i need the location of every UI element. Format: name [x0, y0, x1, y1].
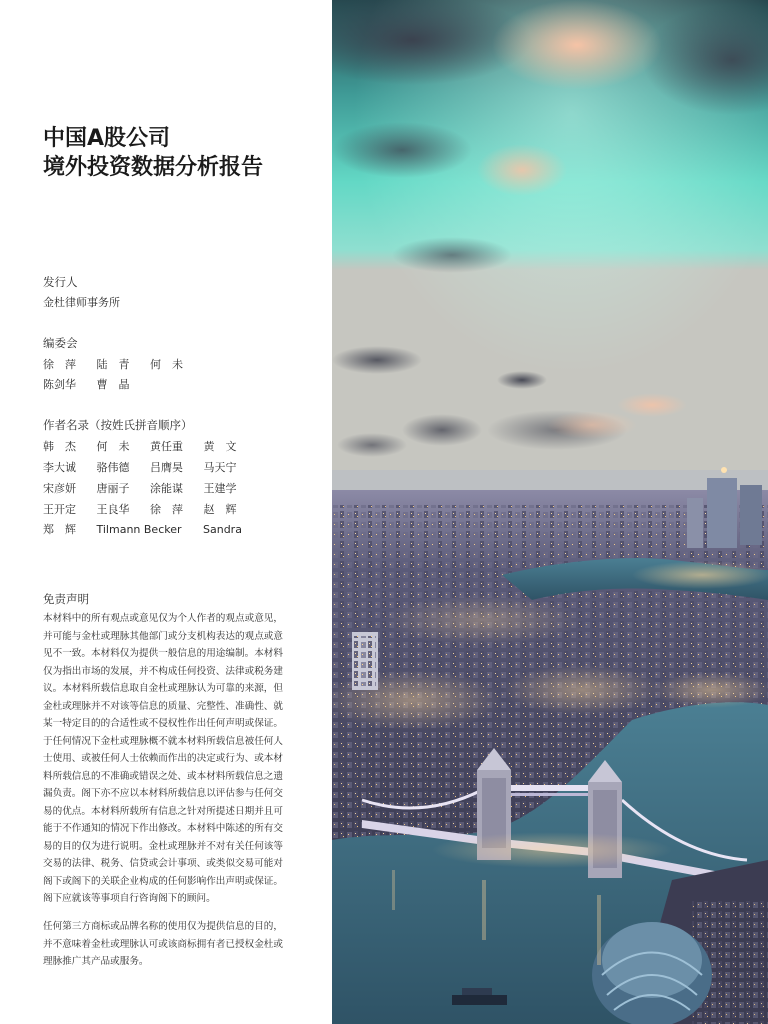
title-line-2: 境外投资数据分析报告: [43, 155, 264, 180]
author-name: 唐丽子: [96, 482, 130, 495]
disclaimer-label: 免责声明: [43, 592, 89, 606]
author-row: [43, 503, 237, 517]
author-name: 徐 萍: [150, 503, 183, 516]
author-name: 何 未: [96, 440, 130, 453]
editor-name: 曹 晶: [96, 378, 130, 391]
author-name: 马天宁: [203, 461, 237, 474]
text-column: [0, 0, 332, 1024]
author-row: [43, 523, 242, 537]
disclaimer-paragraph-2: 任何第三方商标或品牌名称的使用仅为提供信息的目的，并不意味着金杜或理脉认可或该商标拥有者已授权金杜或理脉推广其产品或服务。: [43, 921, 283, 967]
report-title: [43, 124, 263, 182]
publisher-label: 发行人: [43, 275, 78, 289]
cover-photo-london: [332, 0, 768, 1024]
author-name: 李大诚: [43, 461, 76, 474]
author-name: Tilmann Becker: [96, 523, 182, 536]
editorial-row: [43, 378, 130, 392]
author-name: 王良华: [96, 503, 130, 516]
editorial-row: [43, 358, 183, 372]
editorial-label: 编委会: [43, 336, 78, 350]
authors-label: 作者名录（按姓氏拼音顺序）: [43, 418, 193, 432]
title-line-1: 中国A股公司: [43, 126, 171, 151]
editor-name: 何 未: [150, 358, 183, 371]
author-name: 郑 辉: [43, 523, 76, 536]
publisher-name: 金杜律师事务所: [43, 296, 120, 309]
author-name: Sandra: [203, 523, 242, 536]
editor-name: 陆 青: [96, 358, 130, 371]
author-name: 吕膺昊: [150, 461, 183, 474]
disclaimer-paragraph-1: 本材料中的所有观点或意见仅为个人作者的观点或意见，并可能与金杜或理脉其他部门或分支机构表达的观点或意见不一致。本材料仅为提供一般信息的用途编制。本材料仅为指出市场的发展，并不构成任何投资、法律或税务建议。本材料所载信息取自金杜或理脉认为可靠的来源，但金杜或理脉并不对该等信息的质量、完整性、准确性、就某一特定目的的合适性或不侵权性作出任何声明或保证。于任何情况下金杜或理脉概不就本材料所载信息被任何人士使用、或被任何人士依赖而作出的决定或行为、或本材料所载信息的不准确或错误之处、或本材料所载信息之遗漏负责。阁下亦不应以本材料所载信息以评估参与任何交易的优点。本材料所载所有信息之针对所提述日期并且可能于不作通知的情况下作出修改。本材料中陈述的所有交易的目的仅为进行说明。金杜或理脉并不对有关任何该等交易的法律、税务、信贷或会计事项、或类似交易可能对阁下或阁下的关联企业构成的任何影响作出声明或保证。阁下应就该等事项自行咨询阁下的顾问。: [43, 613, 283, 904]
author-row: [43, 461, 237, 475]
editor-name: 徐 萍: [43, 358, 76, 371]
author-name: 黄 文: [203, 440, 237, 453]
author-name: 王建学: [203, 482, 237, 495]
editor-name: 陈剑华: [43, 378, 76, 391]
author-name: 韩 杰: [43, 440, 76, 453]
author-name: 黄任重: [150, 440, 183, 453]
city-aerial-illustration: [332, 0, 768, 1024]
author-row: [43, 440, 237, 454]
author-name: 王开定: [43, 503, 76, 516]
author-name: 赵 辉: [203, 503, 237, 516]
author-name: 宋彦妍: [43, 482, 76, 495]
author-row: [43, 482, 237, 496]
author-name: 骆伟德: [96, 461, 130, 474]
author-name: 涂能谋: [150, 482, 183, 495]
